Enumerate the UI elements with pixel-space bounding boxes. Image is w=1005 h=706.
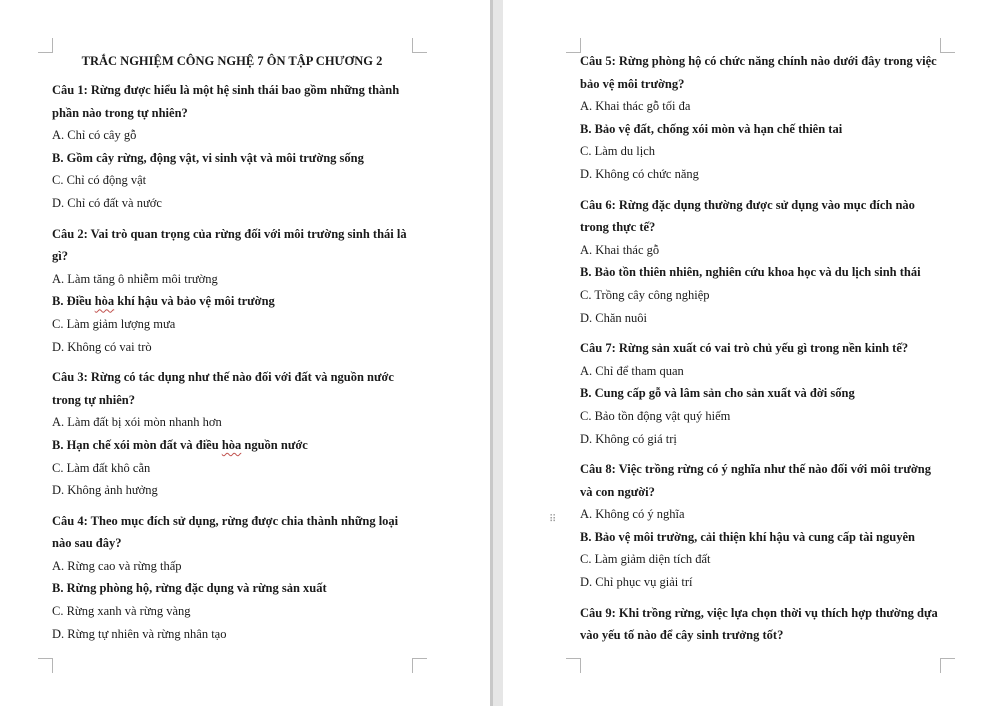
page-gutter <box>490 0 503 706</box>
question-text: Câu 4: Theo mục đích sử dụng, rừng được chia thành những loại nào sau đây? <box>52 513 399 551</box>
answer-option-correct: B. Điều hòa khí hậu và bảo vệ môi trường <box>52 294 275 309</box>
page-right-content[interactable] <box>580 50 940 655</box>
answer-option: C. Làm du lịch <box>580 144 655 159</box>
crop-mark-top-left <box>38 38 53 53</box>
answer-option: A. Làm đất bị xói mòn nhanh hơn <box>52 415 222 430</box>
document-title: TRẮC NGHIỆM CÔNG NGHỆ 7 ÔN TẬP CHƯƠNG 2 <box>81 54 383 68</box>
answer-option: D. Không có giá trị <box>580 431 677 446</box>
crop-mark-top-right <box>412 38 427 53</box>
answer-option: A. Chỉ để tham quan <box>580 363 684 378</box>
question-block <box>52 510 412 646</box>
question-text: Câu 9: Khi trồng rừng, việc lựa chọn thời vụ thích hợp thường dựa vào yếu tố nào để cây sinh trưởng tốt? <box>580 605 938 643</box>
question-block <box>580 50 940 186</box>
answer-option-correct: B. Gồm cây rừng, động vật, vi sinh vật và môi trường sống <box>52 150 364 165</box>
page-left-content[interactable] <box>52 50 412 653</box>
question-text: Câu 7: Rừng sản xuất có vai trò chủ yếu gì trong nền kinh tế? <box>580 341 909 356</box>
question-text: Câu 8: Việc trồng rừng có ý nghĩa như thế nào đối với môi trường và con người? <box>580 462 931 499</box>
question-list <box>580 50 940 647</box>
answer-option: C. Làm đất khô cằn <box>52 460 151 475</box>
answer-option: D. Không có chức năng <box>580 166 699 181</box>
crop-mark-bottom-right <box>940 658 955 673</box>
answer-option: A. Làm tăng ô nhiễm môi trường <box>52 271 218 286</box>
answer-option: C. Làm giảm lượng mưa <box>52 316 176 331</box>
question-block <box>52 223 412 359</box>
answer-option: D. Không có vai trò <box>52 339 152 354</box>
answer-option: D. Không ảnh hưởng <box>52 483 158 498</box>
answer-option: A. Khai thác gỗ <box>580 242 660 257</box>
crop-mark-bottom-left <box>38 658 53 673</box>
answer-option: D. Chỉ phục vụ giải trí <box>580 575 693 590</box>
answer-option: C. Bảo tồn động vật quý hiếm <box>580 408 731 423</box>
question-text: Câu 1: Rừng được hiểu là một hệ sinh thái bao gồm những thành phần nào trong tự nhiên? <box>52 83 400 120</box>
answer-option: C. Rừng xanh và rừng vàng <box>52 604 191 619</box>
answer-option-correct: B. Rừng phòng hộ, rừng đặc dụng và rừng sản xuất <box>52 581 327 596</box>
question-block <box>580 337 940 450</box>
answer-option: D. Chăn nuôi <box>580 310 648 325</box>
drag-handle-icon[interactable]: ⠿ <box>549 514 558 525</box>
question-block <box>580 602 940 647</box>
page-right <box>503 0 1005 706</box>
question-list <box>52 79 412 645</box>
crop-mark-top-left <box>566 38 581 53</box>
answer-option: A. Chỉ có cây gỗ <box>52 128 137 143</box>
question-text: Câu 2: Vai trò quan trọng của rừng đối với môi trường sinh thái là gì? <box>52 226 407 264</box>
question-block <box>52 366 412 502</box>
answer-option: C. Chỉ có động vật <box>52 173 147 188</box>
question-text: Câu 6: Rừng đặc dụng thường được sử dụng vào mục đích nào trong thực tế? <box>580 197 915 235</box>
answer-option: A. Khai thác gỗ tối đa <box>580 99 691 114</box>
question-block <box>580 194 940 330</box>
answer-option: D. Chỉ có đất và nước <box>52 195 162 210</box>
answer-option-correct: B. Cung cấp gỗ và lâm sản cho sản xuất và đời sống <box>580 386 855 401</box>
answer-option: A. Không có ý nghĩa <box>580 507 685 522</box>
spellcheck-underline[interactable]: hòa <box>221 437 242 452</box>
answer-option-correct: B. Bảo vệ môi trường, cải thiện khí hậu và cung cấp tài nguyên <box>580 529 915 544</box>
crop-mark-bottom-left <box>566 658 581 673</box>
answer-option: A. Rừng cao và rừng thấp <box>52 558 182 573</box>
answer-option-correct: B. Hạn chế xói mòn đất và điều hòa nguồn nước <box>52 437 308 452</box>
answer-option: C. Làm giảm diện tích đất <box>580 552 711 567</box>
question-text: Câu 5: Rừng phòng hộ có chức năng chính nào dưới đây trong việc bảo vệ môi trường? <box>580 54 937 91</box>
answer-option: D. Rừng tự nhiên và rừng nhân tạo <box>52 626 227 641</box>
answer-option-correct: B. Bảo tồn thiên nhiên, nghiên cứu khoa học và du lịch sinh thái <box>580 265 921 280</box>
crop-mark-bottom-right <box>412 658 427 673</box>
question-text: Câu 3: Rừng có tác dụng như thế nào đối với đất và nguồn nước trong tự nhiên? <box>52 370 394 407</box>
crop-mark-top-right <box>940 38 955 53</box>
answer-option: C. Trồng cây công nghiệp <box>580 287 710 302</box>
question-block <box>52 79 412 215</box>
answer-option-correct: B. Bảo vệ đất, chống xói mòn và hạn chế thiên tai <box>580 121 843 136</box>
page-left <box>0 0 490 706</box>
question-block <box>580 458 940 594</box>
spellcheck-underline[interactable]: hòa <box>94 294 115 309</box>
